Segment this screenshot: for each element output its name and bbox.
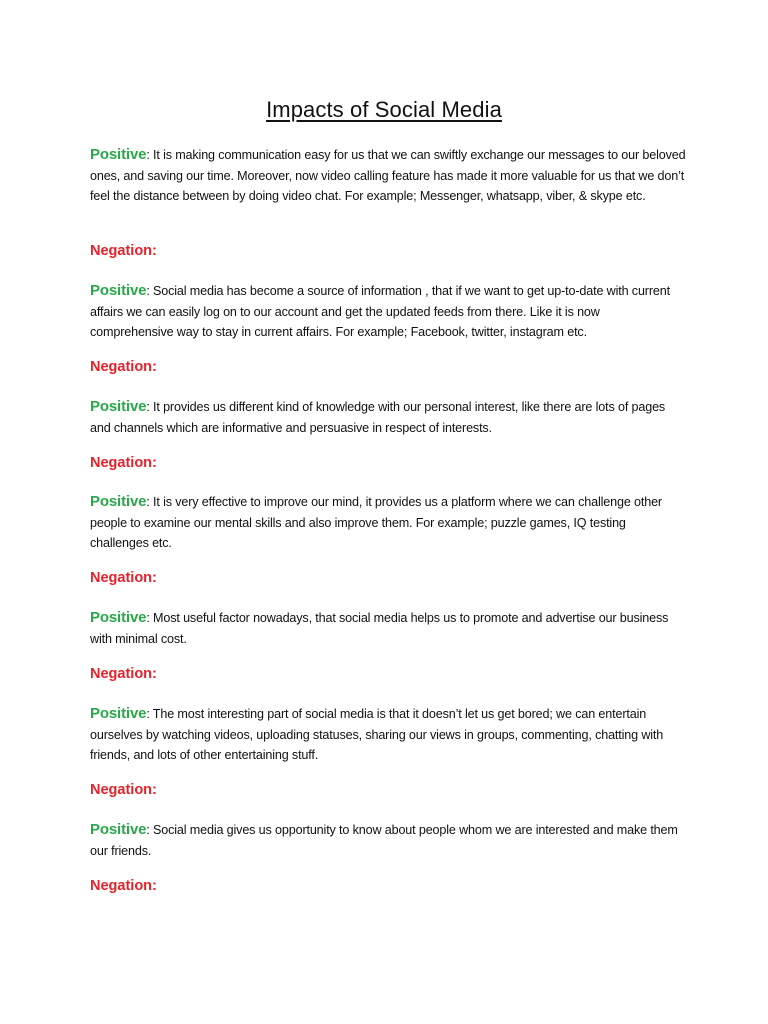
positive-text: : It is very effective to improve our mind, it provides us a platform where we can challenge other people to examine our mental skills and also improve them. For example; puzzle games, IQ testing challenges etc. [90,495,662,550]
positive-text: : It provides us different kind of knowledge with our personal interest, like there are lots of pages and channels which are informative and persuasive in respect of interests. [90,400,666,435]
positive-paragraph [90,397,686,438]
negation-label: Negation: [90,878,157,894]
positive-paragraph [90,704,686,766]
positive-text: : Most useful factor nowadays, that social media helps us to promote and advertise our business with minimal cost. [90,611,669,646]
positive-label: Positive [90,398,147,415]
page-title: Impacts of Social Media [266,97,502,122]
negation-label: Negation: [90,243,157,259]
positive-text: : It is making communication easy for us that we can swiftly exchange our messages to our beloved ones, and saving our time. Moreover, now video calling feature has made it more valuable for us that we don’t feel the distance between by doing video chat. For example; Messenger, whatsapp, viber, & skype etc. [90,148,686,203]
negation-label: Negation: [90,782,157,798]
positive-paragraph [90,492,686,554]
positive-label: Positive [90,705,147,722]
positive-text: : The most interesting part of social media is that it doesn’t let us get bored; we can entertain ourselves by watching videos, uploading statuses, sharing our views in groups, commenting, chatting with friends, and lots of other entertaining stuff. [90,707,664,762]
negation-label: Negation: [90,666,157,682]
positive-label: Positive [90,493,147,510]
positive-label: Positive [90,282,147,299]
positive-text: : Social media gives us opportunity to know about people whom we are interested and make them our friends. [90,823,678,858]
negation-label: Negation: [90,359,157,375]
positive-label: Positive [90,821,147,838]
positive-paragraph [90,820,686,861]
positive-label: Positive [90,609,147,626]
negation-label: Negation: [90,570,157,586]
positive-label: Positive [90,146,147,163]
negation-label: Negation: [90,455,157,471]
positive-paragraph [90,145,686,207]
positive-text: : Social media has become a source of information , that if we want to get up-to-date with current affairs we can easily log on to our account and get the updated feeds from there. Like it is now comprehensive way to stay in current affairs. For example; Facebook, twitter, instagram etc. [90,284,670,339]
positive-paragraph [90,608,686,649]
positive-paragraph [90,281,686,343]
